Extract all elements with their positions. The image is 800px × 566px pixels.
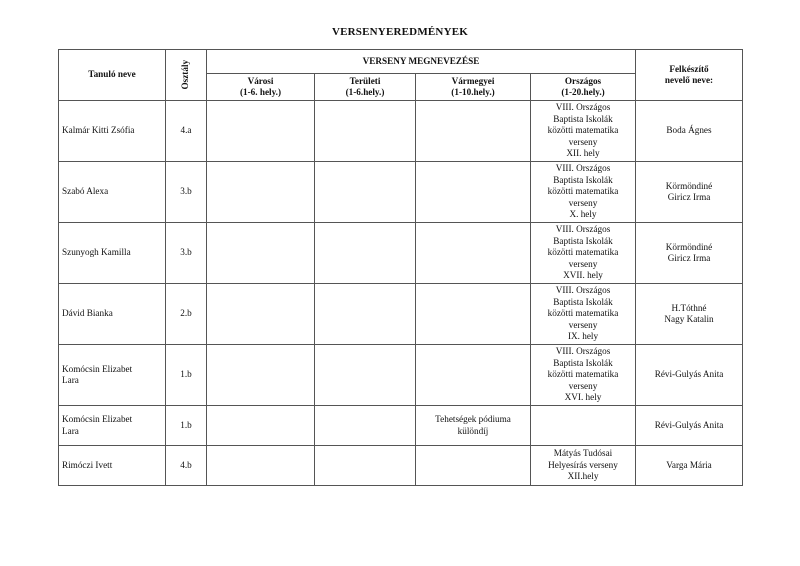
cell-teruleti xyxy=(315,223,416,284)
cell-student-name: Szunyogh Kamilla xyxy=(59,223,166,284)
header-teacher: Felkészítő nevelő neve: xyxy=(636,50,743,101)
table-row xyxy=(59,223,743,284)
cell-teacher: H.Tóthné Nagy Katalin xyxy=(636,284,743,345)
cell-varmegyei: Tehetségek pódiuma különdíj xyxy=(416,406,531,446)
document-title: VERSENYEREDMÉNYEK xyxy=(331,26,469,38)
cell-varmegyei xyxy=(416,345,531,406)
cell-teruleti xyxy=(315,284,416,345)
cell-teacher: Körmöndiné Giricz Irma xyxy=(636,223,743,284)
cell-varmegyei xyxy=(416,223,531,284)
cell-orszagos xyxy=(531,406,636,446)
cell-class: 3.b xyxy=(166,223,207,284)
table-row xyxy=(59,446,743,486)
results-table xyxy=(58,49,743,486)
table-row xyxy=(59,406,743,446)
header-class xyxy=(166,50,207,101)
table-row xyxy=(59,345,743,406)
cell-orszagos: VIII. Országos Baptista Iskolák közötti matematika verseny XVI. hely xyxy=(531,345,636,406)
table-row xyxy=(59,101,743,162)
cell-teruleti xyxy=(315,446,416,486)
header-teruleti: Területi (1-6.hely.) xyxy=(315,74,416,101)
cell-class: 1.b xyxy=(166,345,207,406)
cell-varosi xyxy=(207,223,315,284)
cell-orszagos: Mátyás Tudósai Helyesírás verseny XII.hely xyxy=(531,446,636,486)
cell-teacher: Révi-Gulyás Anita xyxy=(636,406,743,446)
cell-student-name: Dávid Bianka xyxy=(59,284,166,345)
header-competition-group: VERSENY MEGNEVEZÉSE xyxy=(207,50,636,74)
cell-varosi xyxy=(207,406,315,446)
header-student: Tanuló neve xyxy=(59,50,166,101)
cell-student-name: Komócsin Elizabet Lara xyxy=(59,345,166,406)
header-varosi: Városi (1-6. hely.) xyxy=(207,74,315,101)
header-varmegyei: Vármegyei (1-10.hely.) xyxy=(416,74,531,101)
cell-varosi xyxy=(207,101,315,162)
header-row-1 xyxy=(59,50,743,74)
cell-orszagos: VIII. Országos Baptista Iskolák közötti matematika verseny X. hely xyxy=(531,162,636,223)
cell-class: 3.b xyxy=(166,162,207,223)
cell-teacher: Boda Ágnes xyxy=(636,101,743,162)
cell-student-name: Rimóczi Ivett xyxy=(59,446,166,486)
cell-teruleti xyxy=(315,162,416,223)
cell-class: 4.b xyxy=(166,446,207,486)
cell-varmegyei xyxy=(416,284,531,345)
cell-varosi xyxy=(207,284,315,345)
cell-varmegyei xyxy=(416,162,531,223)
cell-varmegyei xyxy=(416,446,531,486)
table-row xyxy=(59,162,743,223)
cell-teacher: Révi-Gulyás Anita xyxy=(636,345,743,406)
cell-class: 1.b xyxy=(166,406,207,446)
cell-student-name: Kalmár Kitti Zsófia xyxy=(59,101,166,162)
cell-student-name: Szabó Alexa xyxy=(59,162,166,223)
cell-varosi xyxy=(207,162,315,223)
cell-class: 4.a xyxy=(166,101,207,162)
cell-teruleti xyxy=(315,101,416,162)
cell-class: 2.b xyxy=(166,284,207,345)
header-orszagos: Országos (1-20.hely.) xyxy=(531,74,636,101)
header-class-label: Osztály xyxy=(180,60,191,90)
cell-teruleti xyxy=(315,345,416,406)
cell-teruleti xyxy=(315,406,416,446)
cell-teacher: Körmöndiné Giricz Irma xyxy=(636,162,743,223)
cell-orszagos: VIII. Országos Baptista Iskolák közötti matematika verseny XVII. hely xyxy=(531,223,636,284)
cell-varmegyei xyxy=(416,101,531,162)
cell-teacher: Varga Mária xyxy=(636,446,743,486)
cell-orszagos: VIII. Országos Baptista Iskolák közötti matematika verseny IX. hely xyxy=(531,284,636,345)
cell-student-name: Komócsin Elizabet Lara xyxy=(59,406,166,446)
table-row xyxy=(59,284,743,345)
cell-varosi xyxy=(207,446,315,486)
cell-varosi xyxy=(207,345,315,406)
cell-orszagos: VIII. Országos Baptista Iskolák közötti matematika verseny XII. hely xyxy=(531,101,636,162)
